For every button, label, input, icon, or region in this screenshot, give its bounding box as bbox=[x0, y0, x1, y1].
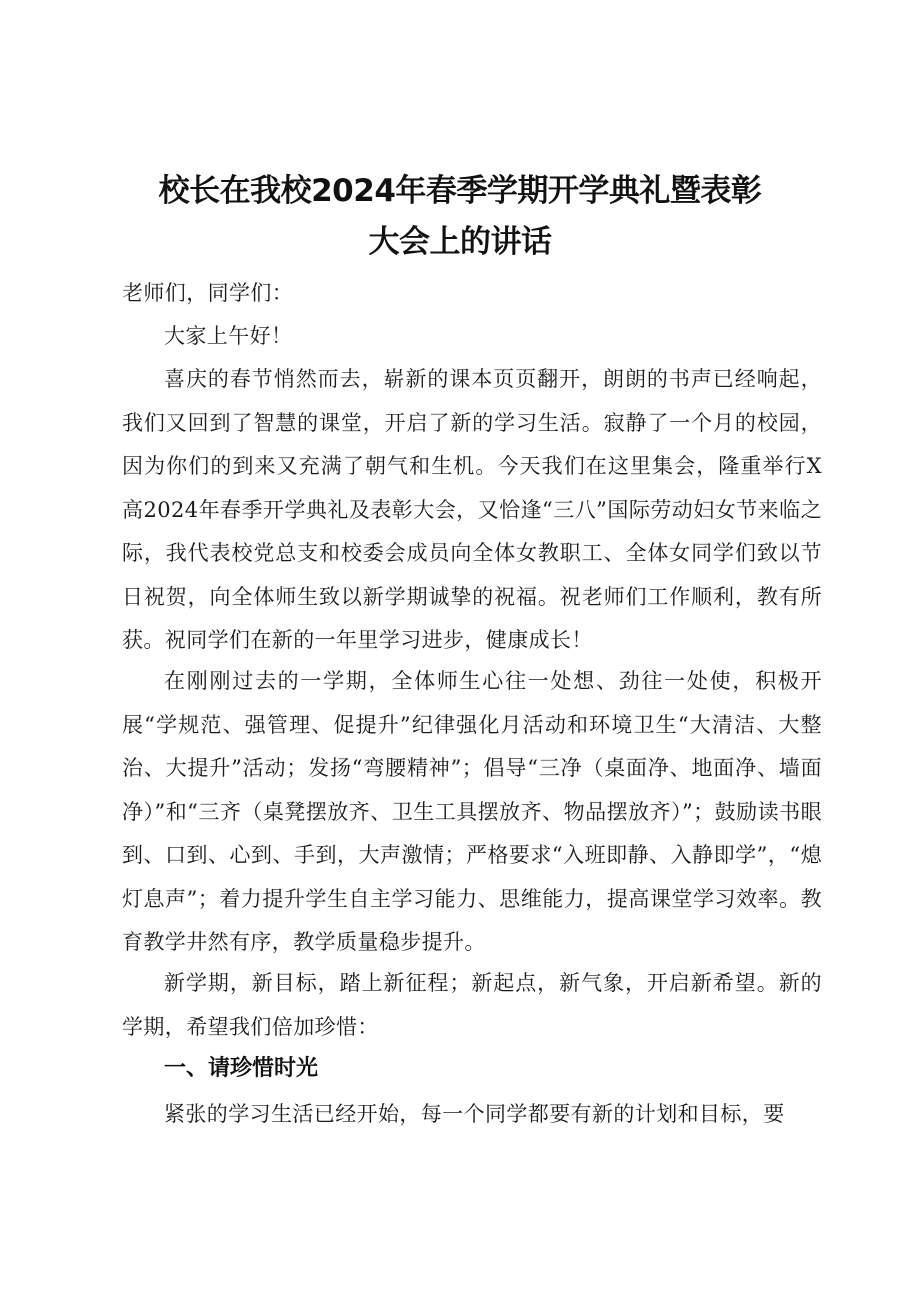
paragraph-4 bbox=[122, 1093, 822, 1137]
salutation: 老师们，同学们： bbox=[122, 281, 294, 305]
paragraph-3 bbox=[122, 962, 822, 1049]
paragraph-text: 紧张的学习生活已经开始，每一个同学都要有新的计划和目标，要 bbox=[164, 1102, 785, 1126]
document-title-line-1: 校长在我校2024年春季学期开学典礼暨表彰 bbox=[158, 173, 762, 209]
paragraph-2 bbox=[122, 660, 822, 965]
paragraph-text: 喜庆的春节悄然而去，崭新的课本页页翻开，朗朗的书声已经响起，我们又回到了智慧的课堂，开启了新的学习生活。寂静了一个月的校园，因为你们的到来又充满了朝气和生机。今天我们在这里集会，隆重举行X高2024年春季开学典礼及表彰大会，又恰逢“三八”国际劳动妇女节来临之际，我代表校党总支和校委会成员向全体女教职工、全体女同学们致以节日祝贺，向全体师生致以新学期诚挚的祝福。祝老师们工作顺利，教有所获。祝同学们在新的一年里学习进步，健康成长！ bbox=[122, 367, 822, 652]
document-title-line-2: 大会上的讲话 bbox=[368, 224, 552, 260]
paragraph-text: 新学期，新目标，踏上新征程；新起点，新气象，开启新希望。新的学期，希望我们倍加珍惜： bbox=[122, 971, 822, 1039]
greeting: 大家上午好！ bbox=[164, 324, 293, 348]
paragraph-text: 在刚刚过去的一学期，全体师生心往一处想、劲往一处使，积极开展“学规范、强管理、促提升”纪律强化月活动和环境卫生“大清洁、大整治、大提升”活动；发扬“弯腰精神”；倡导“三净（桌面净、地面净、墙面净）”和“三齐（桌凳摆放齐、卫生工具摆放齐、物品摆放齐）”；鼓励读书眼到、口到、心到、手到，大声激情；严格要求“入班即静、入静即学”，“熄灯息声”；着力提升学生自主学习能力、思维能力，提高课堂学习效率。教育教学井然有序，教学质量稳步提升。 bbox=[122, 669, 822, 954]
section-heading: 一、请珍惜时光 bbox=[164, 1056, 319, 1081]
paragraph-1 bbox=[122, 358, 822, 663]
